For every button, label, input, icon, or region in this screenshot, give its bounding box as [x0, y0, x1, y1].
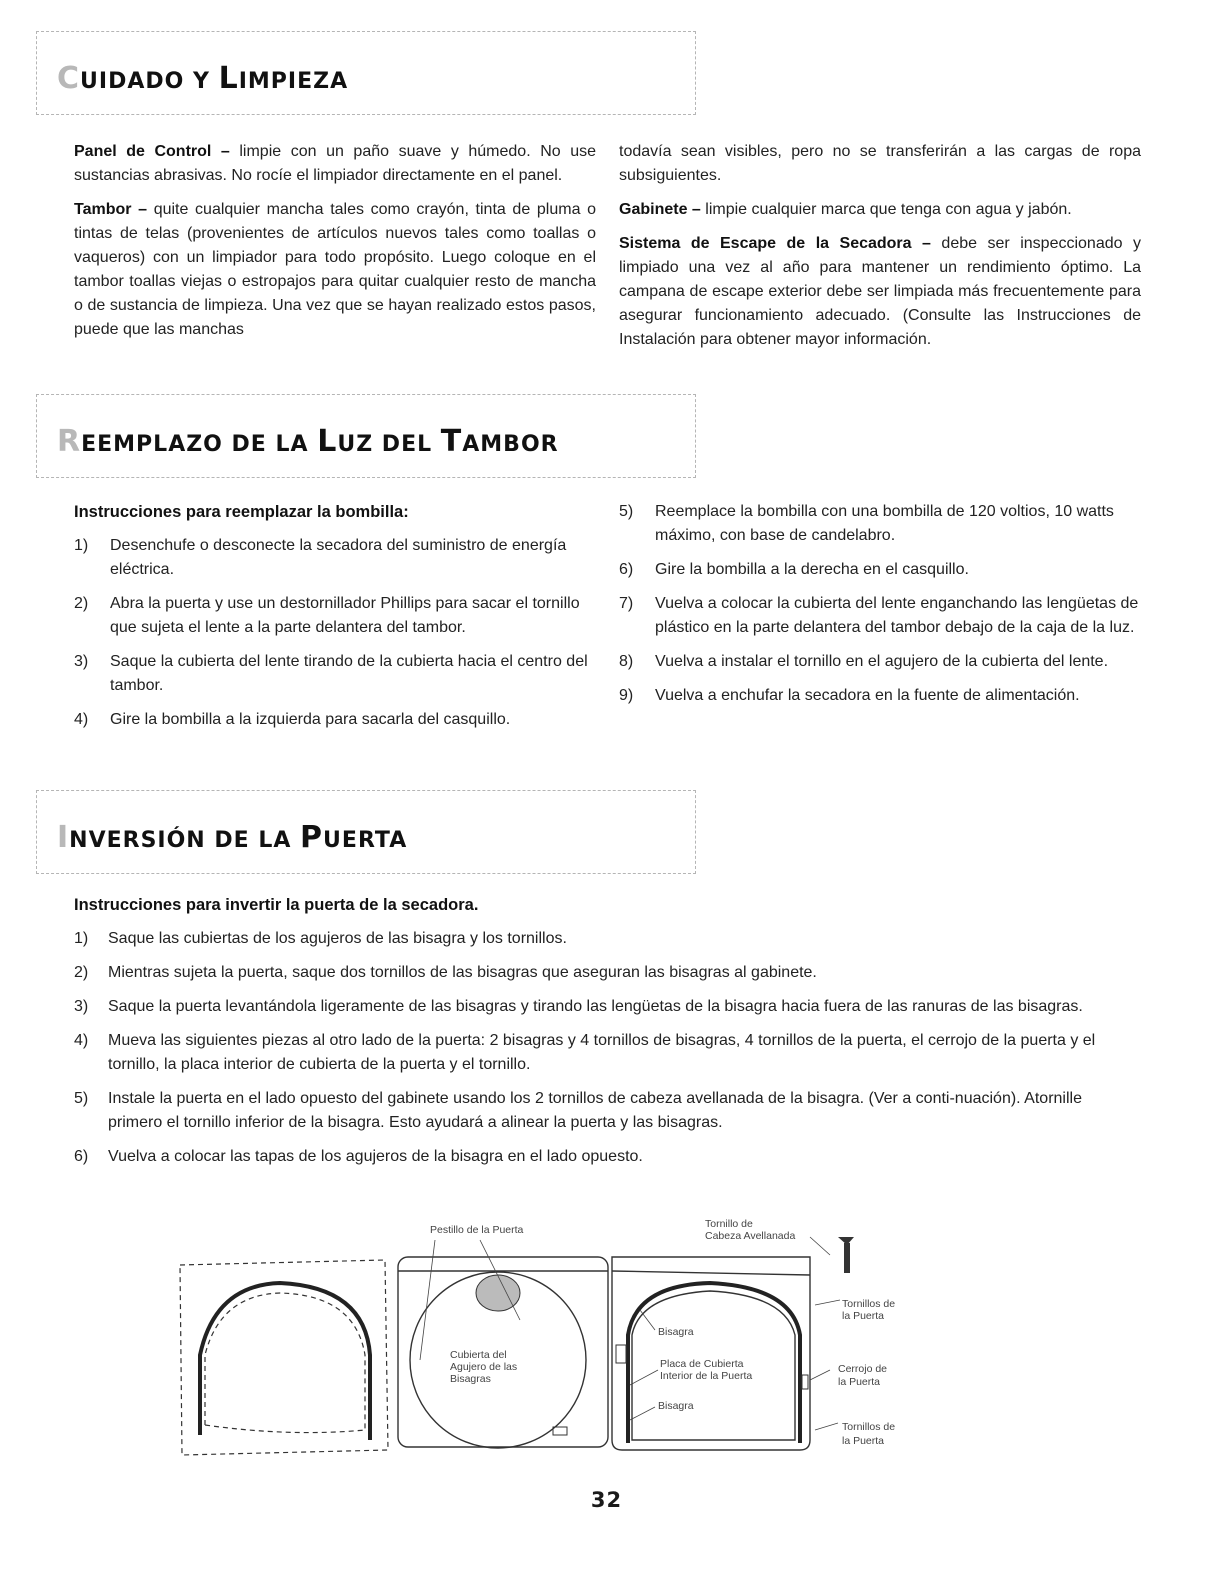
- section-title-cuidado: CUIDADO Y LIMPIEZA: [57, 61, 349, 96]
- label-cubierta-2: Agujero de las: [450, 1361, 518, 1373]
- list-item: 5) Reemplace la bombilla con una bombilla de 120 voltios, 10 watts máximo, con base de candelabro.: [619, 503, 1114, 544]
- dryer-cabinet-right: [612, 1257, 810, 1450]
- label-tornillos-puerta-bot-1: Tornillos de: [842, 1421, 896, 1433]
- list-item: 3) Saque la cubierta del lente tirando de la cubierta hacia el centro del tambor.: [74, 653, 588, 694]
- label-tornillos-puerta-top-2: la Puerta: [842, 1310, 885, 1322]
- label-tornillos-puerta-top-1: Tornillos de: [842, 1298, 896, 1310]
- list-item: 3) Saque la puerta levantándola ligeramente de las bisagras y tirando las lengüetas de la bisagra hacia fuera de las ranuras de las bisagras.: [74, 998, 1083, 1015]
- drum-light-icon: [476, 1275, 520, 1311]
- label-tornillo-cabeza-1: Tornillo de: [705, 1218, 753, 1230]
- puerta-body: [74, 893, 1134, 1179]
- section-header-cuidado: [36, 31, 696, 115]
- puerta-subheading: Instrucciones para invertir la puerta de la secadora.: [74, 896, 479, 914]
- list-item: 4) Mueva las siguientes piezas al otro lado de la puerta: 2 bisagras y 4 tornillos de bisagras, 4 tornillos de la puerta, el cerrojo de la puerta y el tornillo, la placa interior de cubierta de la puerta y el tornillo.: [74, 1032, 1096, 1073]
- door-reversal-diagram: [170, 1215, 930, 1475]
- panel-control-paragraph: Panel de Control – limpie con un paño suave y húmedo. No use sustancias abrasivas. No rocíe el limpiador directamente en el panel.: [74, 143, 597, 184]
- tambor-continuation: todavía sean visibles, pero no se transferirán a las cargas de ropa subsiguientes.: [619, 143, 1141, 184]
- label-bisagra-top: Bisagra: [658, 1326, 694, 1338]
- escape-paragraph: Sistema de Escape de la Secadora – debe ser inspeccionado y limpiado una vez al año para mantener un rendimiento óptimo. La campana de escape exterior debe ser limpiada más frecuentemente para asegurar funcionamiento adecuado. (Consulte las Instrucciones de Instalación para obtener mayor información.: [619, 235, 1141, 348]
- countersunk-screw-icon: [838, 1237, 854, 1273]
- door-gasket: [200, 1283, 370, 1440]
- list-item: 5) Instale la puerta en el lado opuesto del gabinete usando los 2 tornillos de cabeza avellanada de la bisagra. (Ver a conti-nuación). Atornille primero el tornillo inferior de la bisagra. Esto ayudará a alinear la puerta y las bisagras.: [74, 1090, 1082, 1131]
- luz-subheading: Instrucciones para reemplazar la bombilla:: [74, 503, 409, 521]
- list-item: 9) Vuelva a enchufar la secadora en la fuente de alimentación.: [619, 687, 1080, 704]
- tambor-paragraph: Tambor – quite cualquier mancha tales como crayón, tinta de pluma o tintas de telas (provenientes de artículos nuevos tales como toallas o vaqueros) con un limpiador para todo propósito. Luego coloque en el tambor toallas viejas o estropajos para quitar cualquier resto de mancha o de sustancia de limpieza. Una vez que se hayan realizado estos pasos, puede que las manchas: [74, 201, 597, 338]
- list-item: 2) Mientras sujeta la puerta, saque dos tornillos de las bisagras que aseguran las bisagras al gabinete.: [74, 964, 817, 981]
- label-placa-2: Interior de la Puerta: [660, 1370, 753, 1382]
- list-item: 7) Vuelva a colocar la cubierta del lente enganchando las lengüetas de plástico en la parte delantera del tambor debajo de la caja de la luz.: [619, 595, 1139, 636]
- label-cerrojo-1: Cerrojo de: [838, 1363, 888, 1375]
- list-item: 6) Gire la bombilla a la derecha en el casquillo.: [619, 561, 969, 578]
- list-item: 2) Abra la puerta y use un destornillador Phillips para sacar el tornillo que sujeta el lente a la parte delantera del tambor.: [74, 595, 580, 636]
- label-cerrojo-2: la Puerta: [838, 1376, 881, 1388]
- luz-steps-left: [74, 534, 596, 732]
- luz-steps-right: [619, 500, 1141, 708]
- section-title-luz: REEMPLAZO DE LA LUZ DEL TAMBOR: [57, 424, 559, 459]
- door-latch-icon: [553, 1427, 567, 1435]
- latch-plate-icon: [802, 1375, 808, 1389]
- luz-right-column: [619, 500, 1141, 718]
- cuidado-left-column: [74, 140, 596, 352]
- list-item: 6) Vuelva a colocar las tapas de los agujeros de la bisagra en el lado opuesto.: [74, 1148, 643, 1165]
- list-item: 1) Saque las cubiertas de los agujeros de las bisagra y los tornillos.: [74, 930, 567, 947]
- label-bisagra-bottom: Bisagra: [658, 1400, 694, 1412]
- section-header-luz: [36, 394, 696, 478]
- gabinete-paragraph: Gabinete – limpie cualquier marca que tenga con agua y jabón.: [619, 201, 1072, 218]
- section-header-puerta: [36, 790, 696, 874]
- list-item: 1) Desenchufe o desconecte la secadora del suministro de energía eléctrica.: [74, 537, 567, 578]
- section-title-puerta: INVERSIÓN DE LA PUERTA: [57, 820, 408, 855]
- list-item: 4) Gire la bombilla a la izquierda para sacarla del casquillo.: [74, 711, 511, 728]
- label-pestillo: Pestillo de la Puerta: [430, 1224, 524, 1236]
- label-tornillos-puerta-bot-2: la Puerta: [842, 1435, 885, 1447]
- cuidado-right-column: [619, 140, 1141, 362]
- removed-door-illustration: [180, 1260, 388, 1455]
- hinge-icon: [616, 1345, 626, 1363]
- luz-left-column: [74, 500, 596, 742]
- list-item: 8) Vuelva a instalar el tornillo en el agujero de la cubierta del lente.: [619, 653, 1109, 670]
- label-placa-1: Placa de Cubierta: [660, 1358, 744, 1370]
- label-cubierta-1: Cubierta del: [450, 1349, 507, 1361]
- label-cubierta-3: Bisagras: [450, 1373, 491, 1385]
- puerta-steps: [74, 927, 1134, 1169]
- label-tornillo-cabeza-2: Cabeza Avellanada: [705, 1230, 796, 1242]
- page-number: 32: [590, 1488, 623, 1512]
